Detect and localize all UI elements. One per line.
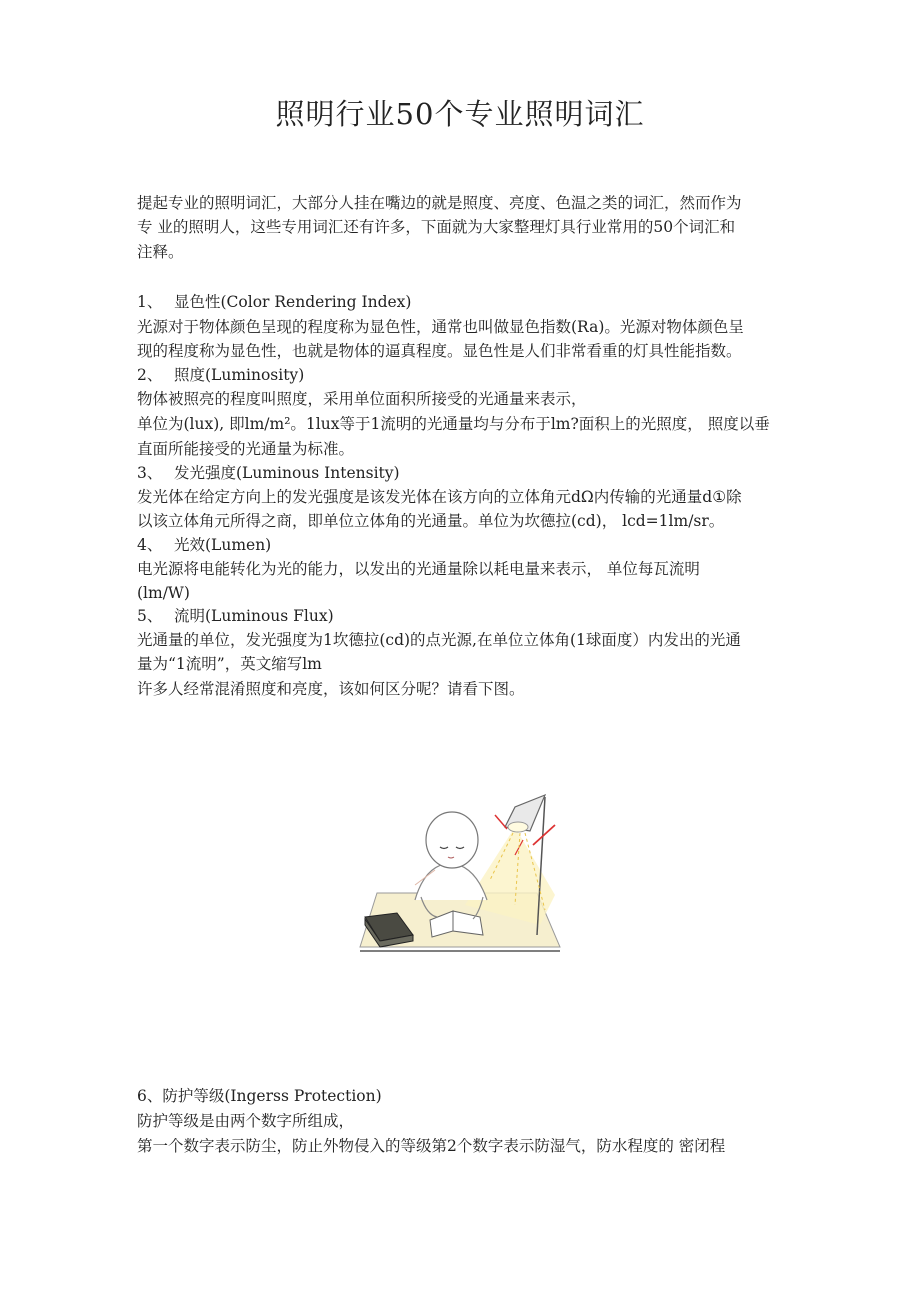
reading-lamp-illustration: [355, 785, 570, 960]
intro-line-1: 提起专业的照明词汇，大部分人挂在嘴边的就是照度、亮度、色温之类的词汇，然而作为: [137, 194, 742, 212]
section-4-line-1: 电光源将电能转化为光的能力，以发出的光通量除以耗电量来表示， 单位每瓦流明: [137, 560, 700, 578]
section-1-heading: [137, 290, 411, 314]
section-4-heading: [137, 533, 271, 557]
page-title: 照明行业50个专业照明词汇: [275, 97, 645, 131]
section-2-line-3: 直面所能接受的光通量为标准。: [137, 440, 355, 458]
section-6-line-2: 第一个数字表示防尘，防止外物侵入的等级第2个数字表示防湿气，防水程度的 密闭程: [137, 1137, 726, 1155]
section-4-line-2: (lm/W): [137, 584, 190, 602]
section-6-line-1: 防护等级是由两个数字所组成，: [137, 1112, 355, 1130]
section-5-title: 流明(Luminous Flux): [174, 607, 334, 625]
section-3-heading: [137, 461, 400, 485]
section-3-number: 3、: [137, 464, 163, 482]
section-2-heading: [137, 363, 304, 387]
section-4-title: 光效(Lumen): [174, 536, 272, 554]
section-6-heading: 6、防护等级(Ingerss Protection): [137, 1087, 382, 1105]
section-1-line-2: 现的程度称为显色性，也就是物体的逼真程度。显色性是人们非常看重的灯具性能指数。: [137, 342, 742, 360]
section-2-line-1: 物体被照亮的程度叫照度，采用单位面积所接受的光通量来表示，: [137, 390, 587, 408]
section-5-heading: [137, 604, 334, 628]
red-arrow-2-shape: [495, 815, 507, 829]
section-3-line-2: 以该立体角元所得之商，即单位立体角的光通量。单位为坎德拉(cd)， lcd=1lm/sr。: [137, 512, 725, 530]
section-2-title: 照度(Luminosity): [174, 366, 305, 384]
section-1-title: 显色性(Color Rendering Index): [174, 293, 412, 311]
section-1-number: 1、: [137, 293, 163, 311]
lamp-bulb-shape: [508, 822, 528, 832]
section-5-line-2: 量为“1流明”，英文缩写lm: [137, 655, 322, 673]
section-5-number: 5、: [137, 607, 163, 625]
intro-line-3: 注释。: [137, 243, 184, 261]
section-2-number: 2、: [137, 366, 163, 384]
section-1-line-1: 光源对于物体颜色呈现的程度称为显色性，通常也叫做显色指数(Ra)。光源对物体颜色呈: [137, 318, 744, 336]
intro-line-2: 专 业的照明人，这些专用词汇还有许多，下面就为大家整理灯具行业常用的50个词汇和: [137, 218, 736, 236]
section-3-title: 发光强度(Luminous Intensity): [174, 464, 400, 482]
section-2-line-2: 单位为(lux), 即lm/m²。1lux等于1流明的光通量均与分布于lm?面积上的光照度， 照度以垂: [137, 415, 770, 433]
section-5-line-1: 光通量的单位，发光强度为1坎德拉(cd)的点光源,在单位立体角(1球面度）内发出的光通: [137, 631, 741, 649]
red-arrow-1-shape: [533, 825, 555, 845]
section-4-number: 4、: [137, 536, 163, 554]
section-3-line-1: 发光体在给定方向上的发光强度是该发光体在该方向的立体角元dΩ内传输的光通量d①除: [137, 488, 742, 506]
section-5-line-3: 许多人经常混淆照度和亮度，该如何区分呢？请看下图。: [137, 680, 525, 698]
head-shape: [426, 812, 478, 868]
